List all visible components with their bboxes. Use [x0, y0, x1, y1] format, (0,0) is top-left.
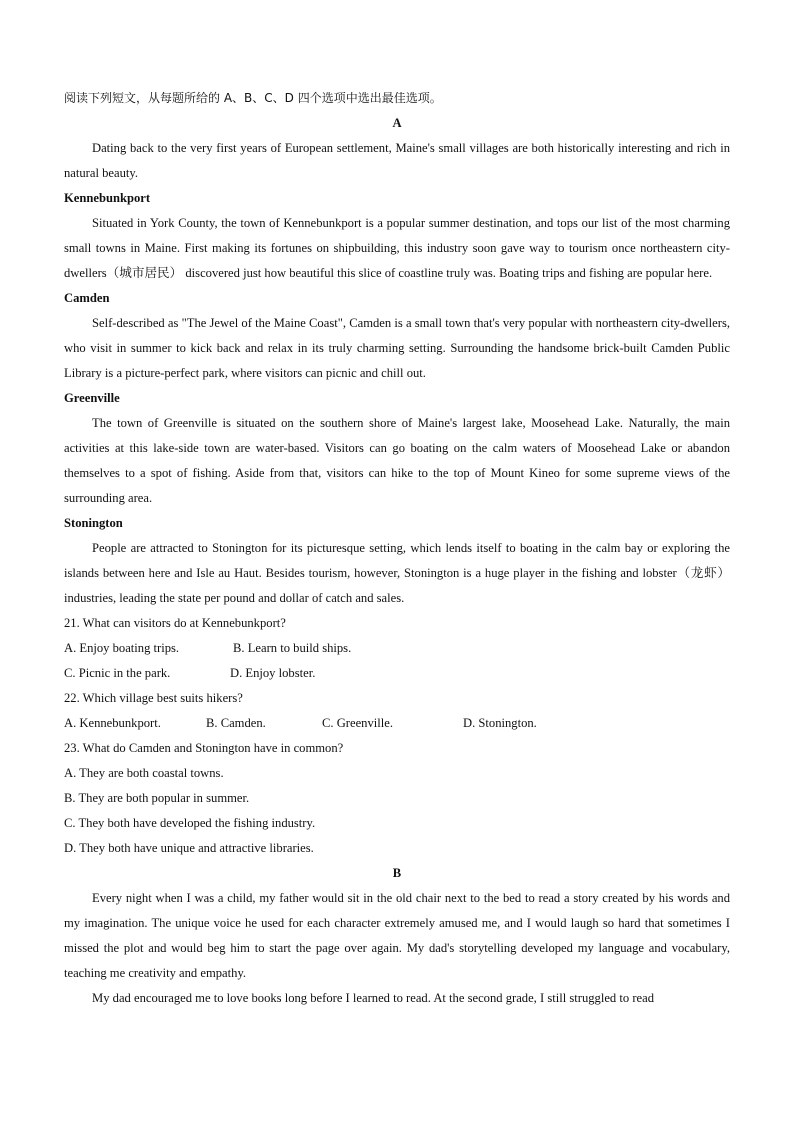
- town-text-stonington: People are attracted to Stonington for its picturesque setting, which lends itself to boating in the calm bay or exploring the islands between here and Isle au Haut. Besides tourism, however, Stonington is a huge player in the fishing and lobster（龙虾） industries, leading the state per pound and dollar of catch and sales.: [64, 541, 730, 605]
- section-b-paragraph-1: Every night when I was a child, my father would sit in the old chair next to the bed to read a story created by his words and my imagination. The unique voice he used for each character extremely amused me, and I would laugh so hard that sometimes I missed the plot and would beg him to start the page over again. My dad's storytelling developed my language and vocabulary, teaching me creativity and empathy.: [64, 891, 730, 980]
- option-22-b[interactable]: B. Camden.: [206, 716, 266, 730]
- question-21: 21. What can visitors do at Kennebunkport?: [64, 616, 286, 630]
- option-23-a[interactable]: A. They are both coastal towns.: [64, 766, 224, 780]
- section-a-label: A: [392, 116, 402, 130]
- question-22-options: [64, 711, 730, 736]
- option-22-a[interactable]: A. Kennebunkport.: [64, 716, 161, 730]
- option-23-d[interactable]: D. They both have unique and attractive libraries.: [64, 841, 314, 855]
- option-21-c[interactable]: C. Picnic in the park.: [64, 666, 171, 680]
- town-text-kennebunkport: Situated in York County, the town of Kennebunkport is a popular summer destination, and tops our list of the most charming small towns in Maine. First making its fortunes on shipbuilding, this industry soon gave way to tourism once northeastern city-dwellers（城市居民） discovered just how beautiful this slice of coastline truly was. Boating trips and fishing are popular here.: [64, 216, 730, 280]
- exam-page: [64, 86, 730, 1011]
- question-23: 23. What do Camden and Stonington have in common?: [64, 741, 344, 755]
- section-b-paragraph-2: My dad encouraged me to love books long before I learned to read. At the second grade, I still struggled to read: [92, 991, 654, 1005]
- town-text-greenville: The town of Greenville is situated on the southern shore of Maine's largest lake, Moosehead Lake. Naturally, the main activities at this lake-side town are water-based. Visitors can go boating on the calm waters of Moosehead Lake or abandon themselves to a spot of fishing. Aside from that, visitors can hike to the top of Mount Kineo for some supreme views of the surrounding area.: [64, 416, 730, 505]
- option-23-b[interactable]: B. They are both popular in summer.: [64, 791, 250, 805]
- town-heading-stonington: Stonington: [64, 516, 123, 530]
- option-21-d[interactable]: D. Enjoy lobster.: [230, 666, 316, 680]
- question-21-options-row-2: [64, 661, 730, 686]
- instruction: 阅读下列短文，从每题所给的 A、B、C、D 四个选项中选出最佳选项。: [64, 91, 442, 105]
- town-heading-camden: Camden: [64, 291, 110, 305]
- option-23-c[interactable]: C. They both have developed the fishing industry.: [64, 816, 316, 830]
- option-22-d[interactable]: D. Stonington.: [463, 716, 537, 730]
- section-b-label: B: [392, 866, 402, 880]
- town-heading-kennebunkport: Kennebunkport: [64, 191, 151, 205]
- town-text-camden: Self-described as "The Jewel of the Maine Coast", Camden is a small town that's very popular with northeastern city-dwellers, who visit in summer to kick back and relax in its truly charming setting. Surrounding the handsome brick-built Camden Public Library is a picture-perfect park, where visitors can picnic and chill out.: [64, 316, 730, 380]
- question-21-options-row-1: [64, 636, 730, 661]
- option-21-b[interactable]: B. Learn to build ships.: [233, 641, 352, 655]
- question-22: 22. Which village best suits hikers?: [64, 691, 243, 705]
- section-a-intro: Dating back to the very first years of European settlement, Maine's small villages are both historically interesting and rich in natural beauty.: [64, 141, 730, 180]
- option-21-a[interactable]: A. Enjoy boating trips.: [64, 641, 180, 655]
- option-22-c[interactable]: C. Greenville.: [322, 716, 393, 730]
- town-heading-greenville: Greenville: [64, 391, 120, 405]
